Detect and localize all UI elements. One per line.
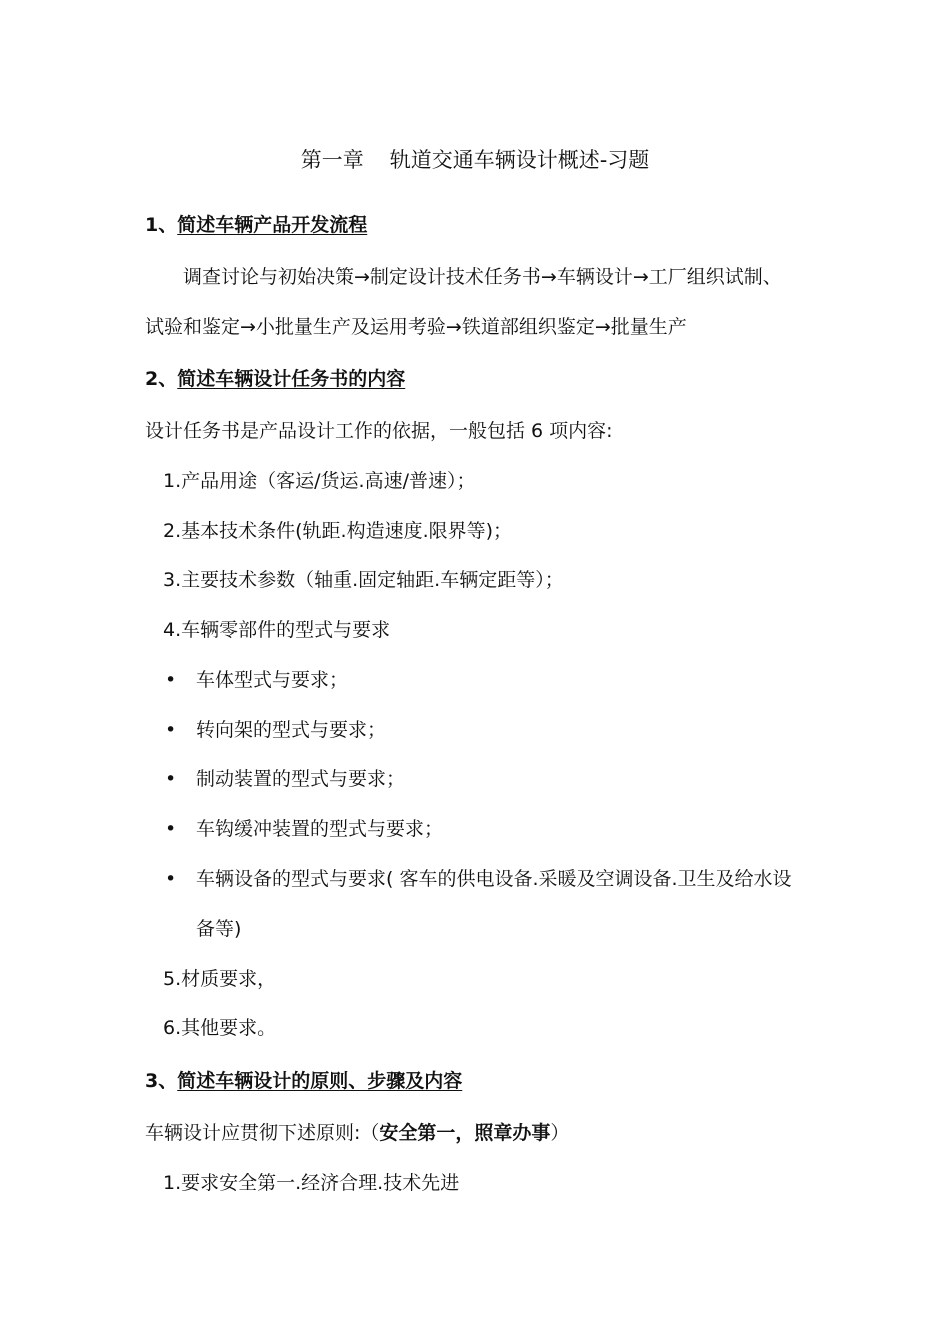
list-item: 2.基本技术条件(轨距.构造速度.限界等)； [163,520,513,542]
question-1-heading: 1、简述车辆产品开发流程 [145,214,368,236]
chapter-label: 第一章 [300,148,364,172]
bullet-item: • 车辆设备的型式与要求( 客车的供电设备.采暖及空调设备.卫生及给水设 [165,868,792,890]
bullet-item-continuation: 备等) [196,918,242,940]
bullet-item: • 车钩缓冲装置的型式与要求； [165,818,444,840]
list-item: 3.主要技术参数（轴重.固定轴距.车辆定距等）； [163,569,564,591]
bullet-icon: • [165,768,177,790]
question-1-answer-line-2: 试验和鉴定→小批量生产及运用考验→铁道部组织鉴定→批量生产 [145,316,687,338]
principle-emphasis: 安全第一，照章办事 [379,1122,551,1144]
bullet-icon: • [165,868,177,890]
bullet-item: • 转向架的型式与要求； [165,719,387,741]
question-1-answer-line-1: 调查讨论与初始决策→制定设计技术任务书→车辆设计→工厂组织试制、 [183,266,782,288]
list-item: 1.产品用途（客运/货运.高速/普速）； [163,470,476,492]
list-item: 1.要求安全第一.经济合理.技术先进 [163,1172,460,1194]
bullet-item: • 车体型式与要求； [165,669,349,691]
question-3-heading: 3、简述车辆设计的原则、步骤及内容 [145,1070,463,1092]
page-title [0,150,950,171]
bullet-icon: • [165,818,177,840]
bullet-icon: • [165,669,177,691]
question-2-heading: 2、简述车辆设计任务书的内容 [145,368,406,390]
bullet-item: • 制动装置的型式与要求； [165,768,406,790]
chapter-title: 轨道交通车辆设计概述-习题 [389,148,650,172]
question-2-intro: 设计任务书是产品设计工作的依据，一般包括 6 项内容: [145,420,613,442]
list-item: 4.车辆零部件的型式与要求 [163,619,391,641]
bullet-icon: • [165,719,177,741]
list-item: 5.材质要求， [163,968,277,990]
question-3-principle: 车辆设计应贯彻下述原则:（安全第一，照章办事） [145,1122,570,1144]
list-item: 6.其他要求。 [163,1017,277,1039]
